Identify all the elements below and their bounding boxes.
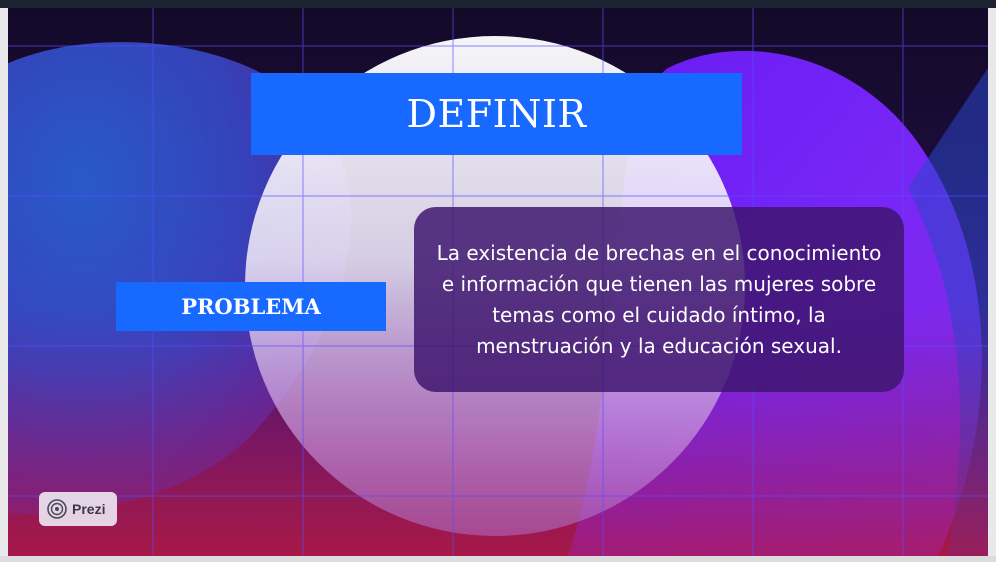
window-top-bar bbox=[0, 0, 996, 8]
problem-label: PROBLEMA bbox=[181, 294, 321, 319]
prezi-label: Prezi bbox=[72, 501, 106, 517]
slide-title: DEFINIR bbox=[406, 92, 587, 136]
definition-box bbox=[414, 207, 904, 392]
window-bottom-bar bbox=[0, 556, 996, 562]
prezi-badge[interactable] bbox=[39, 492, 117, 526]
presentation-slide[interactable] bbox=[8, 8, 988, 556]
prezi-logo-icon bbox=[47, 499, 67, 519]
problem-label-box bbox=[116, 282, 386, 331]
definition-text: La existencia de brechas en el conocimiento e información que tienen las mujeres sobre temas como el cuidado íntimo, la menstruación y la educación sexual. bbox=[436, 240, 882, 358]
title-banner bbox=[251, 73, 742, 155]
